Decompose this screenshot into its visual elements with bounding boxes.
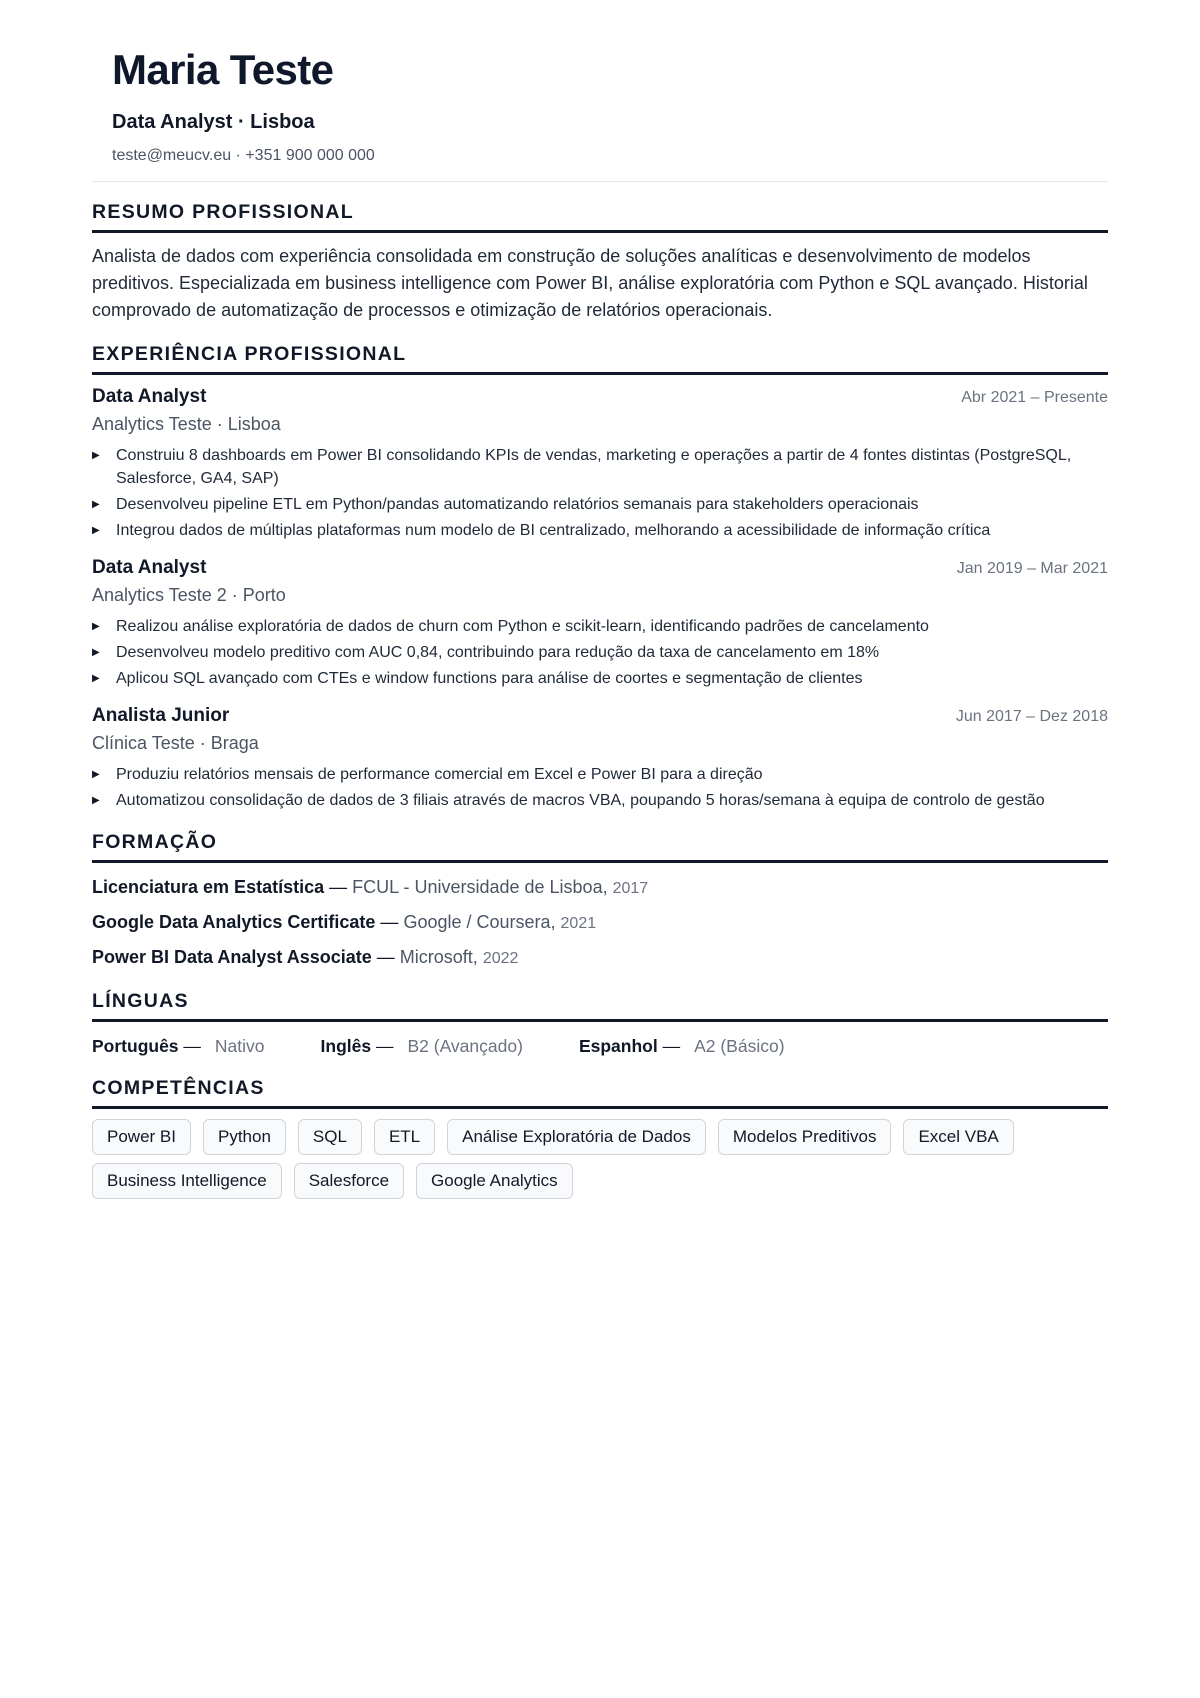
education-degree: Google Data Analytics Certificate: [92, 912, 376, 932]
education-separator: ,: [472, 947, 483, 967]
job-company: Analytics Teste 2 · Porto: [92, 585, 286, 605]
job-entry: [92, 704, 1108, 812]
skills-section: [92, 1076, 1108, 1207]
job-entry: [92, 385, 1108, 542]
education-degree: Power BI Data Analyst Associate: [92, 947, 372, 967]
section-title: COMPETÊNCIAS: [92, 1076, 1108, 1109]
education-school: FCUL - Universidade de Lisboa: [352, 877, 603, 897]
bullet-item: ▶ Desenvolveu modelo preditivo com AUC 0,84, contribuindo para redução da taxa de cancelamento em 18%: [92, 641, 1108, 664]
education-list: [92, 875, 1108, 971]
job-dates: Jan 2019 – Mar 2021: [956, 560, 1108, 577]
job-title: Data Analyst: [92, 386, 207, 407]
language-level: B2 (Avançado): [407, 1036, 523, 1056]
job-bullets: [92, 444, 1108, 542]
education-degree: Licenciatura em Estatística: [92, 877, 325, 897]
language-name: Português: [92, 1036, 179, 1056]
languages-list: [92, 1034, 1108, 1058]
education-dash: —: [371, 947, 400, 967]
contact-info: teste@meucv.eu · +351 900 000 000: [112, 147, 375, 164]
language-item: [92, 1034, 265, 1058]
skill-chip: Google Analytics: [416, 1163, 573, 1199]
resume-header: [92, 0, 1108, 182]
language-level: A2 (Básico): [694, 1036, 785, 1056]
section-title: FORMAÇÃO: [92, 830, 1108, 863]
education-dash: —: [324, 877, 353, 897]
education-item: [92, 945, 1108, 971]
education-school: Microsoft: [399, 947, 473, 967]
languages-section: [92, 989, 1108, 1058]
job-entry: [92, 556, 1108, 690]
summary-section: [92, 200, 1108, 324]
language-name: Inglês: [320, 1036, 372, 1056]
skills-list: [92, 1119, 1108, 1207]
job-title: Analista Junior: [92, 705, 230, 726]
skill-chip: Modelos Preditivos: [718, 1119, 892, 1155]
education-item: [92, 875, 1108, 901]
education-separator: ,: [550, 912, 561, 932]
education-year: 2022: [482, 950, 519, 967]
language-dash: —: [178, 1036, 201, 1056]
job-bullets: [92, 763, 1108, 812]
skill-chip: Excel VBA: [903, 1119, 1013, 1155]
education-section: [92, 830, 1108, 971]
bullet-item: ▶ Automatizou consolidação de dados de 3 filiais através de macros VBA, poupando 5 horas/semana à equipa de controlo de gestão: [92, 789, 1108, 812]
education-dash: —: [375, 912, 404, 932]
bullet-item: ▶ Aplicou SQL avançado com CTEs e window functions para análise de coortes e segmentação de clientes: [92, 667, 1108, 690]
bullet-item: ▶ Construiu 8 dashboards em Power BI consolidando KPIs de vendas, marketing e operações a partir de 4 fontes distintas (PostgreSQL, Salesforce, GA4, SAP): [92, 444, 1108, 490]
job-company: Clínica Teste · Braga: [92, 733, 259, 753]
language-dash: —: [371, 1036, 394, 1056]
bullet-item: ▶ Desenvolveu pipeline ETL em Python/pandas automatizando relatórios semanais para stakeholders operacionais: [92, 493, 1108, 516]
candidate-name: Maria Teste: [112, 46, 334, 93]
bullet-item: ▶ Integrou dados de múltiplas plataformas num modelo de BI centralizado, melhorando a acessibilidade de informação crítica: [92, 519, 1108, 542]
skill-chip: ETL: [374, 1119, 435, 1155]
education-school: Google / Coursera: [403, 912, 551, 932]
section-title: LÍNGUAS: [92, 989, 1108, 1022]
skill-chip: Python: [203, 1119, 286, 1155]
job-company: Analytics Teste · Lisboa: [92, 414, 281, 434]
language-item: [321, 1034, 523, 1058]
language-name: Espanhol: [578, 1036, 658, 1056]
job-bullets: [92, 615, 1108, 690]
education-separator: ,: [602, 877, 613, 897]
education-year: 2017: [612, 880, 649, 897]
education-item: [92, 910, 1108, 936]
candidate-headline: Data Analyst · Lisboa: [112, 111, 315, 133]
job-title: Data Analyst: [92, 557, 207, 578]
bullet-item: ▶ Realizou análise exploratória de dados de churn com Python e scikit-learn, identificando padrões de cancelamento: [92, 615, 1108, 638]
skill-chip: Salesforce: [294, 1163, 404, 1199]
bullet-item: ▶ Produziu relatórios mensais de performance comercial em Excel e Power BI para a direção: [92, 763, 1108, 786]
section-title: EXPERIÊNCIA PROFISSIONAL: [92, 342, 1108, 375]
summary-text: Analista de dados com experiência consolidada em construção de soluções analíticas e desenvolvimento de modelos preditivos. Especializada em business intelligence com Power BI, análise exploratória com Python e SQL avançado. Historial comprovado de automatização de processos e otimização de relatórios operacionais.: [92, 246, 1088, 320]
skill-chip: Análise Exploratória de Dados: [447, 1119, 706, 1155]
language-level: Nativo: [214, 1036, 265, 1056]
language-item: [579, 1034, 785, 1058]
job-dates: Jun 2017 – Dez 2018: [955, 708, 1108, 725]
language-dash: —: [657, 1036, 681, 1056]
job-dates: Abr 2021 – Presente: [961, 389, 1108, 406]
skill-chip: SQL: [298, 1119, 362, 1155]
experience-section: [92, 342, 1108, 812]
section-title: RESUMO PROFISSIONAL: [92, 200, 1108, 233]
education-year: 2021: [560, 915, 597, 932]
skill-chip: Power BI: [92, 1119, 191, 1155]
skill-chip: Business Intelligence: [92, 1163, 282, 1199]
